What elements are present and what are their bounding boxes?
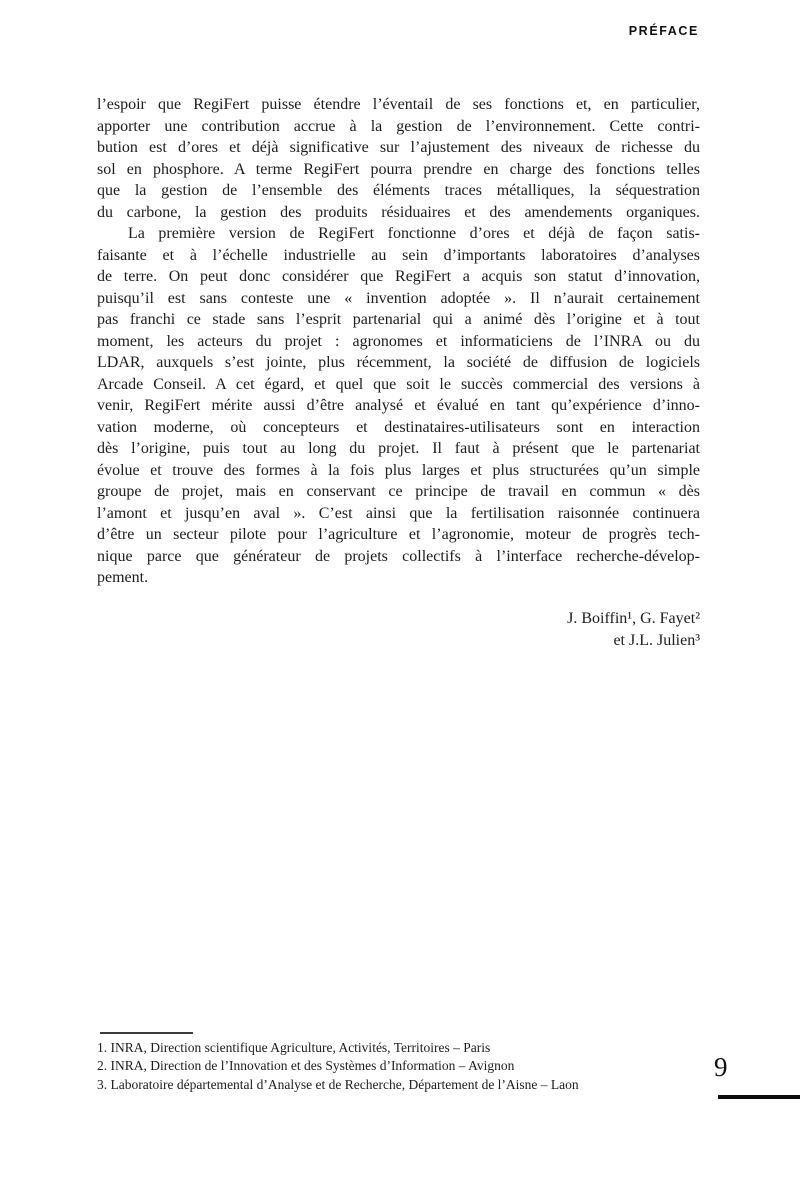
- paragraph-1: [97, 94, 700, 223]
- signature-block: [567, 608, 700, 651]
- preface-body: [97, 94, 700, 589]
- text-line: faisante et à l’échelle industrielle au sein d’importants laboratoires d’analyses: [97, 246, 700, 264]
- text-line: évolue et trouve des formes à la fois plus larges et plus structurées qu’un simple: [97, 461, 700, 479]
- text-line: que la gestion de l’ensemble des éléments traces métalliques, la séquestration: [97, 182, 700, 199]
- text-line: vation moderne, où concepteurs et destinataires-utilisateurs sont en interaction: [97, 418, 700, 436]
- page-corner-rule: [718, 1095, 800, 1099]
- signature-line: J. Boiffin¹, G. Fayet²: [567, 610, 700, 627]
- text-line: LDAR, auxquels s’est jointe, plus récemment, la société de diffusion de logiciels: [97, 354, 700, 371]
- text-line: nique parce que générateur de projets collectifs à l’interface recherche-dévelop-: [97, 547, 700, 565]
- text-line: de terre. On peut donc considérer que RegiFert a acquis son statut d’innovation,: [97, 268, 700, 285]
- text-line: venir, RegiFert mérite aussi d’être analysé et évalué en tant qu’expérience d’inno-: [97, 397, 700, 414]
- paragraph-2: [97, 223, 700, 589]
- footnote-item: 1. INRA, Direction scientifique Agriculture, Activités, Territoires – Paris: [97, 1040, 491, 1055]
- text-line: apporter une contribution accrue à la gestion de l’environnement. Cette contri-: [97, 117, 700, 135]
- text-line: La première version de RegiFert fonctionne d’ores et déjà de façon satis-: [128, 225, 700, 242]
- text-line: sol en phosphore. A terme RegiFert pourra prendre en charge des fonctions telles: [97, 160, 700, 178]
- text-line: groupe de projet, mais en conservant ce principe de travail en commun « dès: [97, 483, 700, 500]
- text-line: Arcade Conseil. A cet égard, et quel que soit le succès commercial des versions à: [97, 375, 700, 393]
- footnote-item: 3. Laboratoire départemental d’Analyse et de Recherche, Département de l’Aisne – Laon: [97, 1076, 579, 1092]
- footnote-item: 2. INRA, Direction de l’Innovation et des Systèmes d’Information – Avignon: [97, 1058, 515, 1074]
- text-line: moment, les acteurs du projet : agronomes et informaticiens de l’INRA ou du: [97, 332, 700, 350]
- text-line: d’être un secteur pilote pour l’agriculture et l’agronomie, moteur de progrès tech-: [97, 526, 700, 543]
- text-line: pement.: [97, 569, 149, 586]
- running-header: PRÉFACE: [628, 24, 699, 38]
- text-line: du carbone, la gestion des produits résiduaires et des amendements organiques.: [97, 203, 700, 221]
- text-line: puisqu’il est sans conteste une « invention adoptée ». Il n’aurait certainement: [97, 289, 700, 307]
- text-line: dès l’origine, puis tout au long du projet. Il faut à présent que le partenariat: [97, 440, 700, 457]
- footnote-divider: [100, 1032, 193, 1034]
- text-line: l’amont et jusqu’en aval ». C’est ainsi que la fertilisation raisonnée continuera: [97, 504, 700, 522]
- text-line: l’espoir que RegiFert puisse étendre l’éventail de ses fonctions et, en particulier,: [97, 96, 700, 113]
- page-number: 9: [714, 1052, 728, 1082]
- text-line: bution est d’ores et déjà significative sur l’ajustement des niveaux de richesse du: [97, 139, 700, 156]
- text-line: pas franchi ce stade sans l’esprit partenarial qui a animé dès l’origine et à tout: [97, 311, 700, 328]
- signature-line: et J.L. Julien³: [613, 631, 700, 649]
- footnotes: [97, 1039, 657, 1094]
